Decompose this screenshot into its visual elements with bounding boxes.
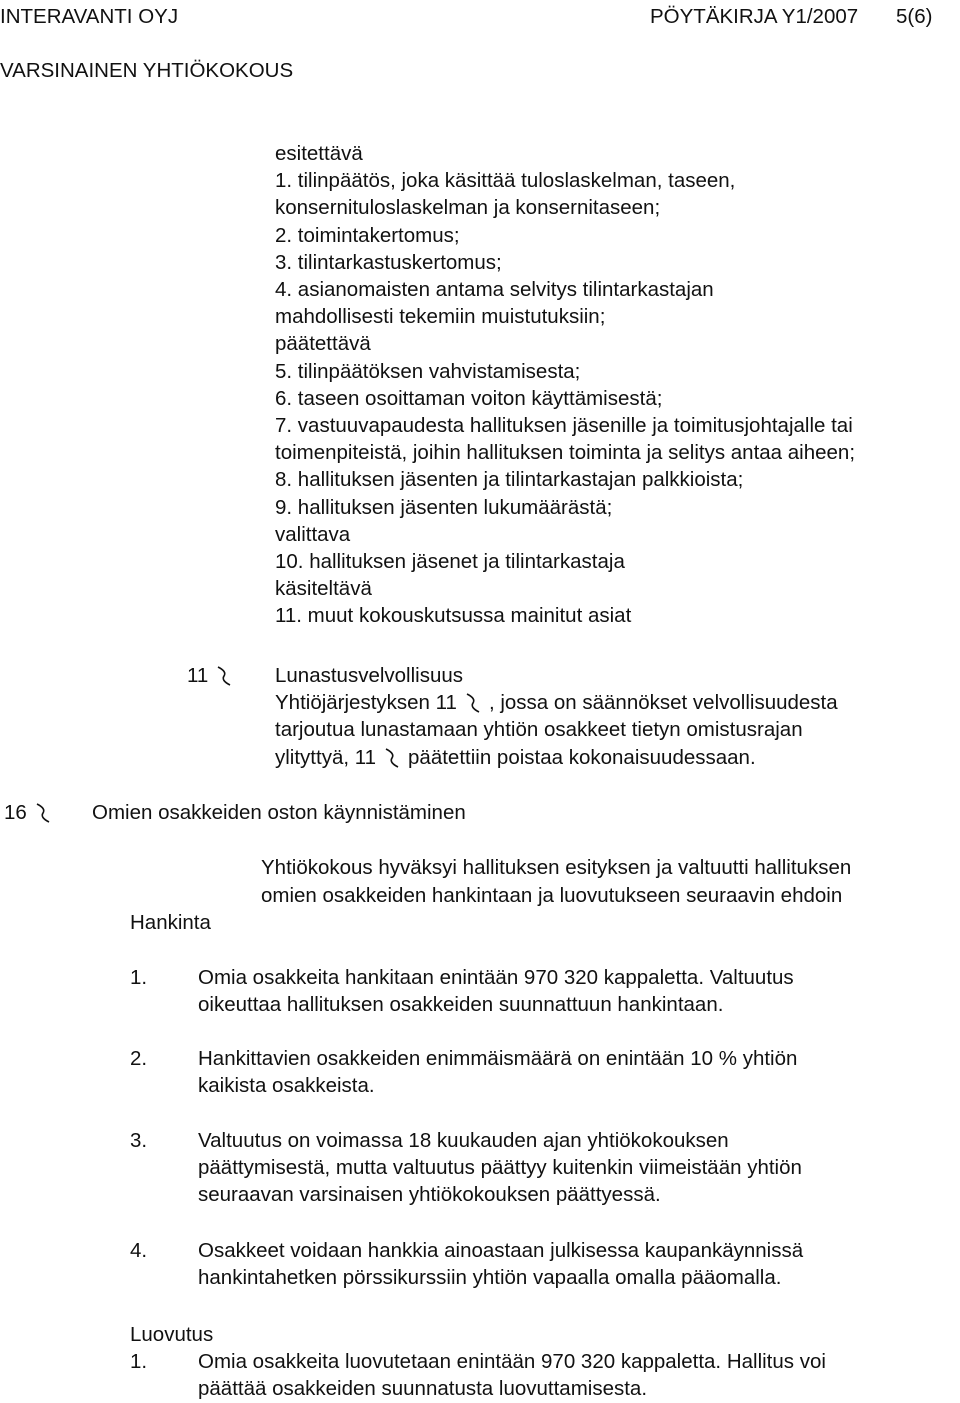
agenda-line: 4. asianomaisten antama selvitys tilintarkastajan xyxy=(275,278,714,301)
article-11-line-1: Yhtiöjärjestyksen 11 , jossa on säännökset velvollisuudesta xyxy=(275,691,838,714)
article-11-title: Lunastusvelvollisuus xyxy=(275,664,464,687)
agenda-line: 1. tilinpäätös, joka käsittää tuloslaskelman, taseen, xyxy=(275,169,736,192)
article-11-line-2: tarjoutua lunastamaan yhtiön osakkeet tietyn omistusrajan xyxy=(275,718,803,741)
agenda-line: 3. tilintarkastuskertomus; xyxy=(275,251,502,274)
section-16-title: Omien osakkeiden oston käynnistäminen xyxy=(92,801,466,824)
acquisition-heading: Hankinta xyxy=(130,911,211,934)
section-16-intro-1: Yhtiökokous hyväksyi hallituksen esityksen ja valtuutti hallituksen xyxy=(261,856,852,879)
article-11-line-3: ylityttyä, 11 päätettiin poistaa kokonaisuudessaan. xyxy=(275,746,756,769)
section-sign-icon xyxy=(214,662,234,689)
agenda-line: 11. muut kokouskutsussa mainitut asiat xyxy=(275,604,632,627)
section-sign-icon xyxy=(463,689,483,716)
item-number: 2. xyxy=(130,1047,148,1070)
agenda-line: 9. hallituksen jäsenten lukumäärästä; xyxy=(275,496,613,519)
item-text-line: Omia osakkeita hankitaan enintään 970 320 kappaletta. Valtuutus xyxy=(198,966,794,989)
transfer-heading: Luovutus xyxy=(130,1323,214,1346)
section-16-intro-2: omien osakkeiden hankintaan ja luovutukseen seuraavin ehdoin xyxy=(261,884,843,907)
item-text-line: Valtuutus on voimassa 18 kuukauden ajan yhtiökokouksen xyxy=(198,1129,729,1152)
agenda-line: mahdollisesti tekemiin muistutuksiin; xyxy=(275,305,606,328)
agenda-line: käsiteltävä xyxy=(275,577,372,600)
agenda-line: 6. taseen osoittaman voiton käyttämisestä; xyxy=(275,387,663,410)
section-16-number: 16 xyxy=(4,799,59,826)
company-name: INTERAVANTI OYJ xyxy=(0,5,179,28)
page-number: 5(6) xyxy=(896,5,933,28)
item-text-line: päättää osakkeiden suunnatusta luovuttamisesta. xyxy=(198,1377,648,1400)
agenda-line: 8. hallituksen jäsenten ja tilintarkastajan palkkioista; xyxy=(275,468,744,491)
agenda-line: konsernituloslaskelman ja konsernitaseen; xyxy=(275,196,661,219)
agenda-line: esitettävä xyxy=(275,142,363,165)
item-text-line: Hankittavien osakkeiden enimmäismäärä on enintään 10 % yhtiön xyxy=(198,1047,798,1070)
item-number: 3. xyxy=(130,1129,148,1152)
article-11-number: 11 xyxy=(187,662,240,689)
item-text-line: Omia osakkeita luovutetaan enintään 970 320 kappaletta. Hallitus voi xyxy=(198,1350,826,1373)
agenda-line: 7. vastuuvapaudesta hallituksen jäsenille ja toimitusjohtajalle tai xyxy=(275,414,853,437)
item-text-line: hankintahetken pörssikurssiin yhtiön vapaalla omalla pääomalla. xyxy=(198,1266,782,1289)
item-number: 4. xyxy=(130,1239,148,1262)
agenda-line: valittava xyxy=(275,523,351,546)
item-text-line: oikeuttaa hallituksen osakkeiden suunnattuun hankintaan. xyxy=(198,993,724,1016)
section-sign-icon xyxy=(33,799,53,826)
agenda-line: 5. tilinpäätöksen vahvistamisesta; xyxy=(275,360,581,383)
item-number: 1. xyxy=(130,1350,148,1373)
section-sign-icon xyxy=(382,744,402,771)
document-reference: PÖYTÄKIRJA Y1/2007 xyxy=(650,5,859,28)
item-text-line: päättymisestä, mutta valtuutus päättyy kuitenkin viimeistään yhtiön xyxy=(198,1156,802,1179)
meeting-title: VARSINAINEN YHTIÖKOKOUS xyxy=(0,59,294,82)
agenda-line: päätettävä xyxy=(275,332,371,355)
item-text-line: kaikista osakkeista. xyxy=(198,1074,375,1097)
agenda-line: toimenpiteistä, joihin hallituksen toiminta ja selitys antaa aiheen; xyxy=(275,441,856,464)
agenda-line: 2. toimintakertomus; xyxy=(275,224,460,247)
item-text-line: seuraavan varsinaisen yhtiökokouksen päättyessä. xyxy=(198,1183,661,1206)
item-text-line: Osakkeet voidaan hankkia ainoastaan julkisessa kaupankäynnissä xyxy=(198,1239,804,1262)
agenda-line: 10. hallituksen jäsenet ja tilintarkastaja xyxy=(275,550,625,573)
item-number: 1. xyxy=(130,966,148,989)
